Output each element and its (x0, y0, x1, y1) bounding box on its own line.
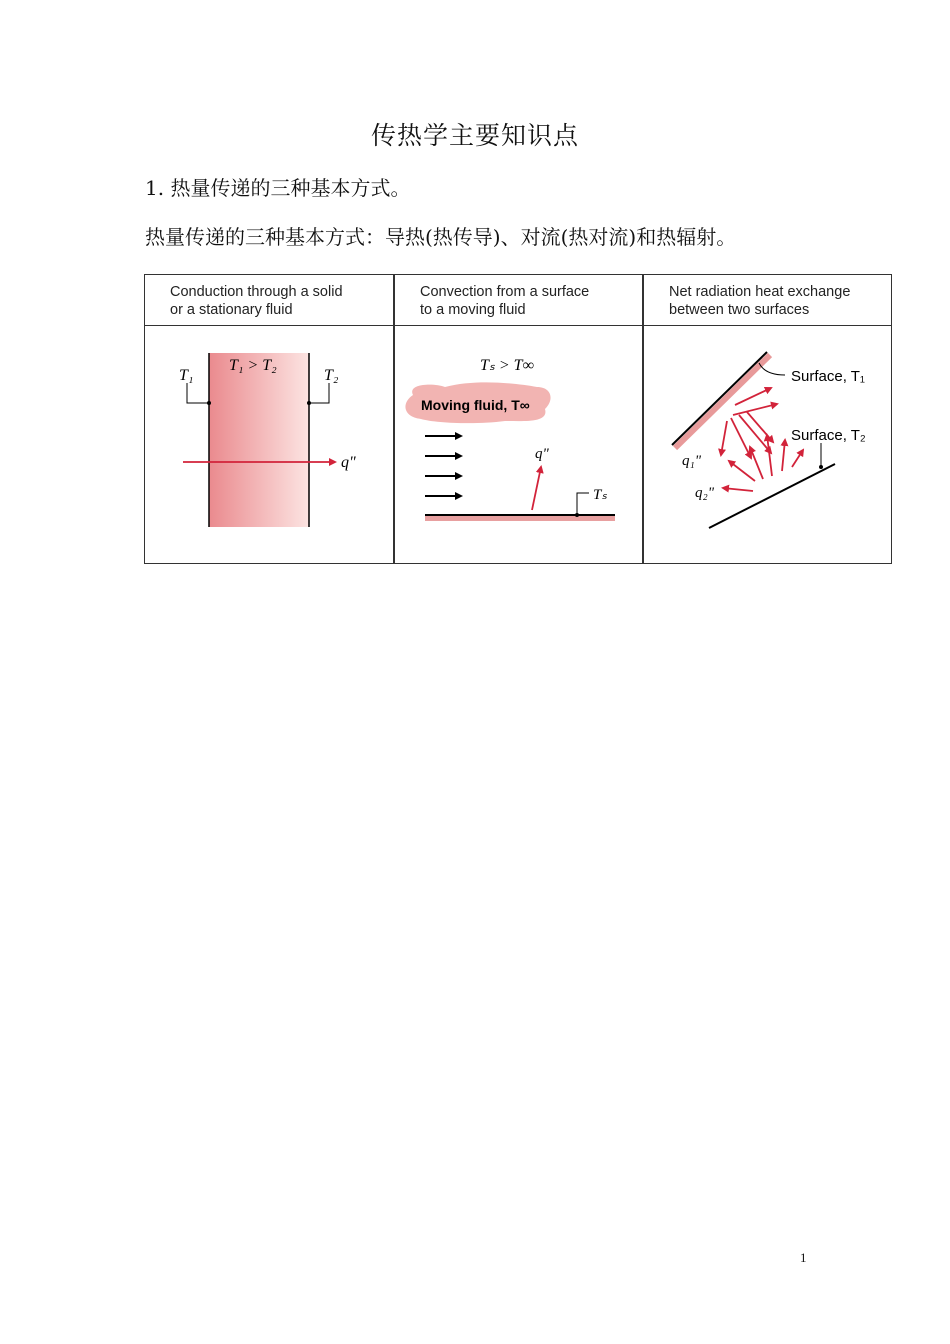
ts-leader (577, 493, 589, 515)
radiation-ray (747, 412, 773, 442)
radiation-header-line1: Net radiation heat exchange (669, 284, 851, 300)
q1-flux-label: q₁" (682, 453, 702, 469)
q2-flux-label: q₂" (695, 485, 715, 501)
radiation-diagram (672, 352, 866, 528)
t2-label: T₂ (324, 367, 339, 384)
ts-point (575, 513, 579, 517)
t2-point (307, 401, 311, 405)
radiation-ray (721, 421, 727, 455)
radiation-header-line2: between two surfaces (669, 302, 810, 318)
conduction-flux-label: q" (341, 454, 356, 471)
convection-relation: Tₛ > T∞ (480, 357, 534, 374)
heat-transfer-figure (144, 274, 892, 564)
radiation-ray (792, 450, 803, 467)
conduction-header-line2: or a stationary fluid (170, 302, 293, 318)
surface1-label: Surface, T₁ (791, 368, 865, 385)
radiation-ray (731, 418, 751, 458)
ts-label: Tₛ (593, 487, 607, 503)
conduction-diagram (179, 353, 356, 527)
radiation-ray (733, 404, 777, 415)
t1-label: T₁ (179, 367, 194, 384)
radiation-ray (750, 447, 763, 479)
conduction-relation: T₁ > T₂ (229, 357, 277, 374)
radiation-ray (723, 488, 753, 491)
page-number: 1 (800, 1250, 807, 1265)
convection-surface-band (425, 516, 615, 521)
t1-point (207, 401, 211, 405)
radiation-ray (782, 440, 785, 471)
t2-leader (309, 383, 329, 403)
section-heading: 1. 热量传递的三种基本方式。 (145, 176, 411, 200)
intro-paragraph: 热量传递的三种基本方式：导热(热传导)、对流(热对流)和热辐射。 (145, 225, 737, 249)
conduction-header-line1: Conduction through a solid (170, 284, 343, 300)
convection-diagram (405, 357, 615, 521)
fluid-label: Moving fluid, T∞ (421, 397, 530, 413)
page-title: 传热学主要知识点 (370, 121, 579, 150)
surface2-label: Surface, T₂ (791, 427, 866, 444)
convection-header-line2: to a moving fluid (420, 302, 526, 318)
solid-wall (209, 353, 309, 527)
convection-flux-label: q" (535, 446, 549, 462)
radiation-ray (735, 388, 771, 405)
convection-flux-arrow (532, 467, 541, 510)
radiation-ray (729, 461, 755, 481)
diagram-canvas (145, 275, 891, 563)
t1-leader (187, 383, 209, 403)
convection-header-line1: Convection from a surface (420, 284, 590, 300)
